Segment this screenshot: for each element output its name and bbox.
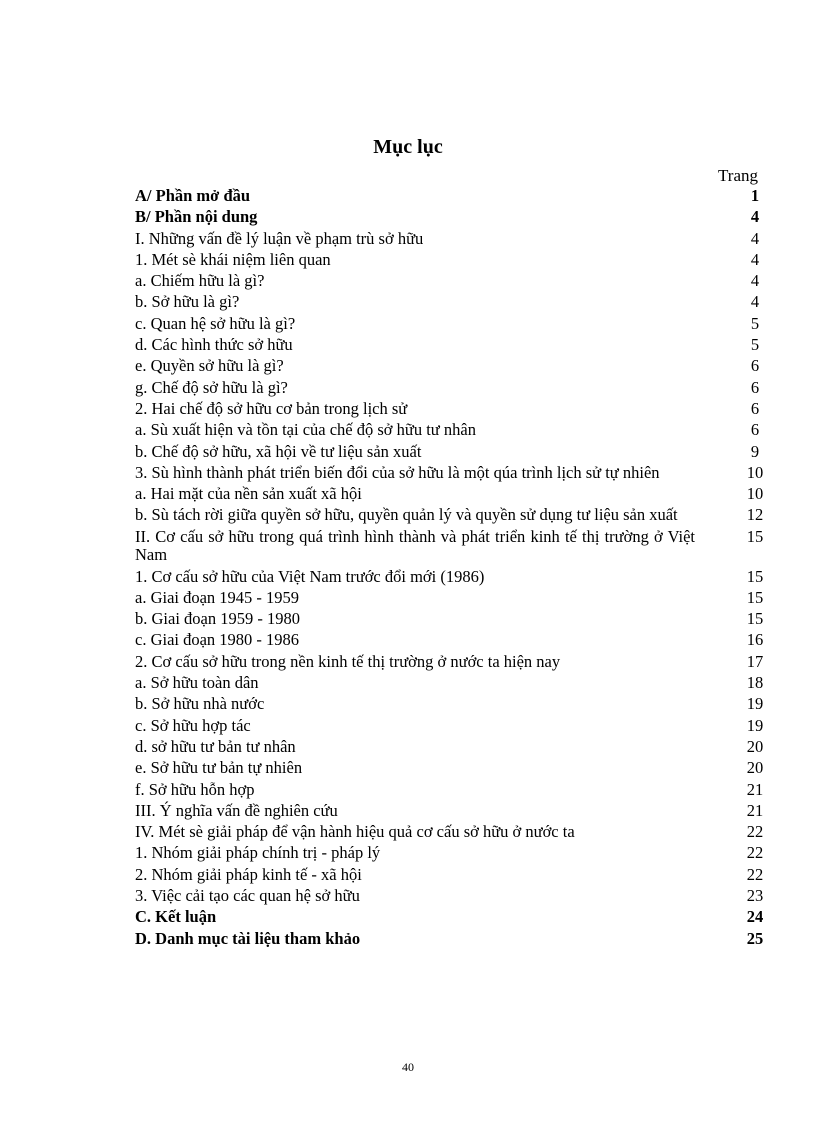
toc-entry-page: 4 [750,228,760,248]
toc-entry-text: c. Quan hệ sở hữu là gì? [135,313,296,333]
toc-entry-page: 15 [746,566,764,586]
toc-entry-text: g. Chế độ sở hữu là gì? [135,377,288,397]
toc-entry-page: 10 [746,484,764,504]
toc-entry [135,695,775,714]
toc-entry-page: 12 [746,505,764,525]
toc-entry-page: 22 [746,864,764,884]
toc-entry-text: a. Chiếm hữu là gì? [135,271,265,291]
toc-entry-page: 15 [746,587,764,607]
toc-entry [135,400,775,419]
toc-entry-text: 1. Mét sè khái niệm liên quan [135,249,331,269]
toc-entry-text: A/ Phần mở đầu [135,186,251,205]
toc-entry-page: 6 [750,356,760,376]
toc-entry-text: b. Giai đoạn 1959 - 1980 [135,609,300,629]
toc-entry [135,208,775,227]
toc-entry-page: 5 [750,313,760,333]
toc-entry-text: 2. Nhóm giải pháp kinh tế - xã hội [135,864,362,884]
toc-entry-page: 23 [746,886,764,905]
toc-entry [135,357,775,376]
toc-entry-text: B/ Phần nội dung [135,207,258,227]
toc-entry-text: II. Cơ cấu sở hữu trong quá trình hình thành và phát triển kinh tế thị trường ở Việt Nam [135,526,695,565]
toc-entry-text: 2. Cơ cấu sở hữu trong nền kinh tế thị trường ở nước ta hiện nay [135,651,561,671]
page-column-header: Trang [718,166,758,185]
toc-entry-text: III. Ý nghĩa vấn đề nghiên cứu [135,800,338,820]
toc-entry [135,251,775,270]
toc-entry [135,315,775,334]
toc-entry [135,443,775,462]
page-number-footer: 40 [402,1060,414,1074]
toc-entry [135,759,775,778]
toc-entry [135,506,775,525]
toc-entry [135,738,775,757]
toc-entry [135,674,775,693]
toc-entry-page: 20 [746,736,764,756]
toc-entry-text: I. Những vấn đề lý luận về phạm trù sở hữu [135,228,424,248]
toc-entry [135,293,775,312]
toc-entry [135,823,775,842]
toc-entry [135,866,775,885]
toc-entry-text: a. Sở hữu toàn dân [135,673,259,693]
toc-entry-text: 3. Việc cải tạo các quan hệ sở hữu [135,886,360,905]
toc-entry-text: a. Hai mặt của nền sản xuất xã hội [135,484,362,504]
toc-entry-text: C. Kết luận [135,907,217,927]
toc-entry-text: b. Chế độ sở hữu, xã hội về tư liệu sản xuất [135,441,422,461]
toc-entry [135,631,775,650]
toc-entry [135,802,775,821]
toc-entry-text: a. Giai đoạn 1945 - 1959 [135,587,300,607]
toc-entry-text: 2. Hai chế độ sở hữu cơ bản trong lịch sử [135,398,408,418]
toc-entry-page: 4 [750,207,760,227]
toc-entry-page: 4 [750,292,760,312]
toc-entry-page: 22 [746,843,764,863]
toc-entry-page: 16 [746,630,764,650]
toc-entry-text: c. Sở hữu hợp tác [135,715,251,735]
toc-entry-page: 6 [750,377,760,397]
toc-entry-page: 9 [750,441,760,461]
toc-entry-text: 1. Cơ cấu sở hữu của Việt Nam trước đổi mới (1986) [135,566,485,586]
table-of-contents [135,187,775,951]
toc-entry-text: IV. Mét sè giải pháp để vận hành hiệu quả cơ cấu sở hữu ở nước ta [135,822,575,842]
toc-entry-page: 5 [750,335,760,355]
toc-entry [135,908,775,927]
toc-entry-page: 6 [750,420,760,440]
toc-entry [135,610,775,629]
toc-entry-page: 19 [746,694,764,714]
toc-entry-page: 18 [746,673,764,693]
toc-entry [135,781,775,800]
toc-entry-text: b. Sở hữu là gì? [135,292,240,312]
toc-entry [135,887,775,906]
toc-entry-text: 1. Nhóm giải pháp chính trị - pháp lý [135,843,381,863]
toc-entry [135,379,775,398]
toc-entry [135,485,775,504]
toc-entry-text: e. Sở hữu tư bản tự nhiên [135,758,303,778]
toc-entry-page: 21 [746,800,764,820]
toc-entry-page: 24 [746,907,764,927]
toc-entry-page: 15 [746,609,764,629]
toc-entry-page: 4 [750,271,760,291]
toc-entry [135,568,775,587]
toc-entry [135,528,775,565]
toc-entry-text: D. Danh mục tài liệu tham khảo [135,928,361,948]
toc-entry-page: 21 [746,779,764,799]
toc-title: Mục lục [373,136,443,158]
toc-entry-page: 15 [746,526,764,546]
toc-entry-text: b. Sù tách rời giữa quyền sở hữu, quyền quản lý và quyền sử dụng tư liệu sản xuất [135,505,678,525]
toc-entry-text: b. Sở hữu nhà nước [135,694,265,714]
toc-entry-page: 10 [746,462,764,482]
toc-entry-page: 17 [746,651,764,671]
toc-entry [135,717,775,736]
toc-entry [135,230,775,249]
toc-entry [135,653,775,672]
toc-entry [135,336,775,355]
toc-entry-text: d. sở hữu tư bản tư nhân [135,736,296,756]
toc-entry [135,844,775,863]
toc-entry [135,589,775,608]
toc-entry-page: 22 [746,822,764,842]
toc-entry-text: c. Giai đoạn 1980 - 1986 [135,630,300,650]
toc-entry-text: f. Sở hữu hỗn hợp [135,779,255,799]
toc-entry-text: 3. Sù hình thành phát triển biến đổi của sở hữu là một qúa trình lịch sử tự nhiên [135,462,660,482]
toc-entry [135,187,775,206]
toc-entry-page: 20 [746,758,764,778]
toc-entry-text: a. Sù xuất hiện và tồn tại của chế độ sở hữu tư nhân [135,420,476,440]
toc-entry [135,930,775,949]
toc-entry [135,272,775,291]
toc-entry-page: 25 [746,928,764,948]
toc-entry [135,464,775,483]
toc-entry-page: 19 [746,715,764,735]
toc-entry [135,421,775,440]
toc-entry-page: 4 [750,249,760,269]
toc-entry-text: d. Các hình thức sở hữu [135,335,293,355]
toc-entry-page: 6 [750,398,760,418]
toc-entry-text: e. Quyền sở hữu là gì? [135,356,284,376]
toc-entry-page: 1 [750,186,760,205]
